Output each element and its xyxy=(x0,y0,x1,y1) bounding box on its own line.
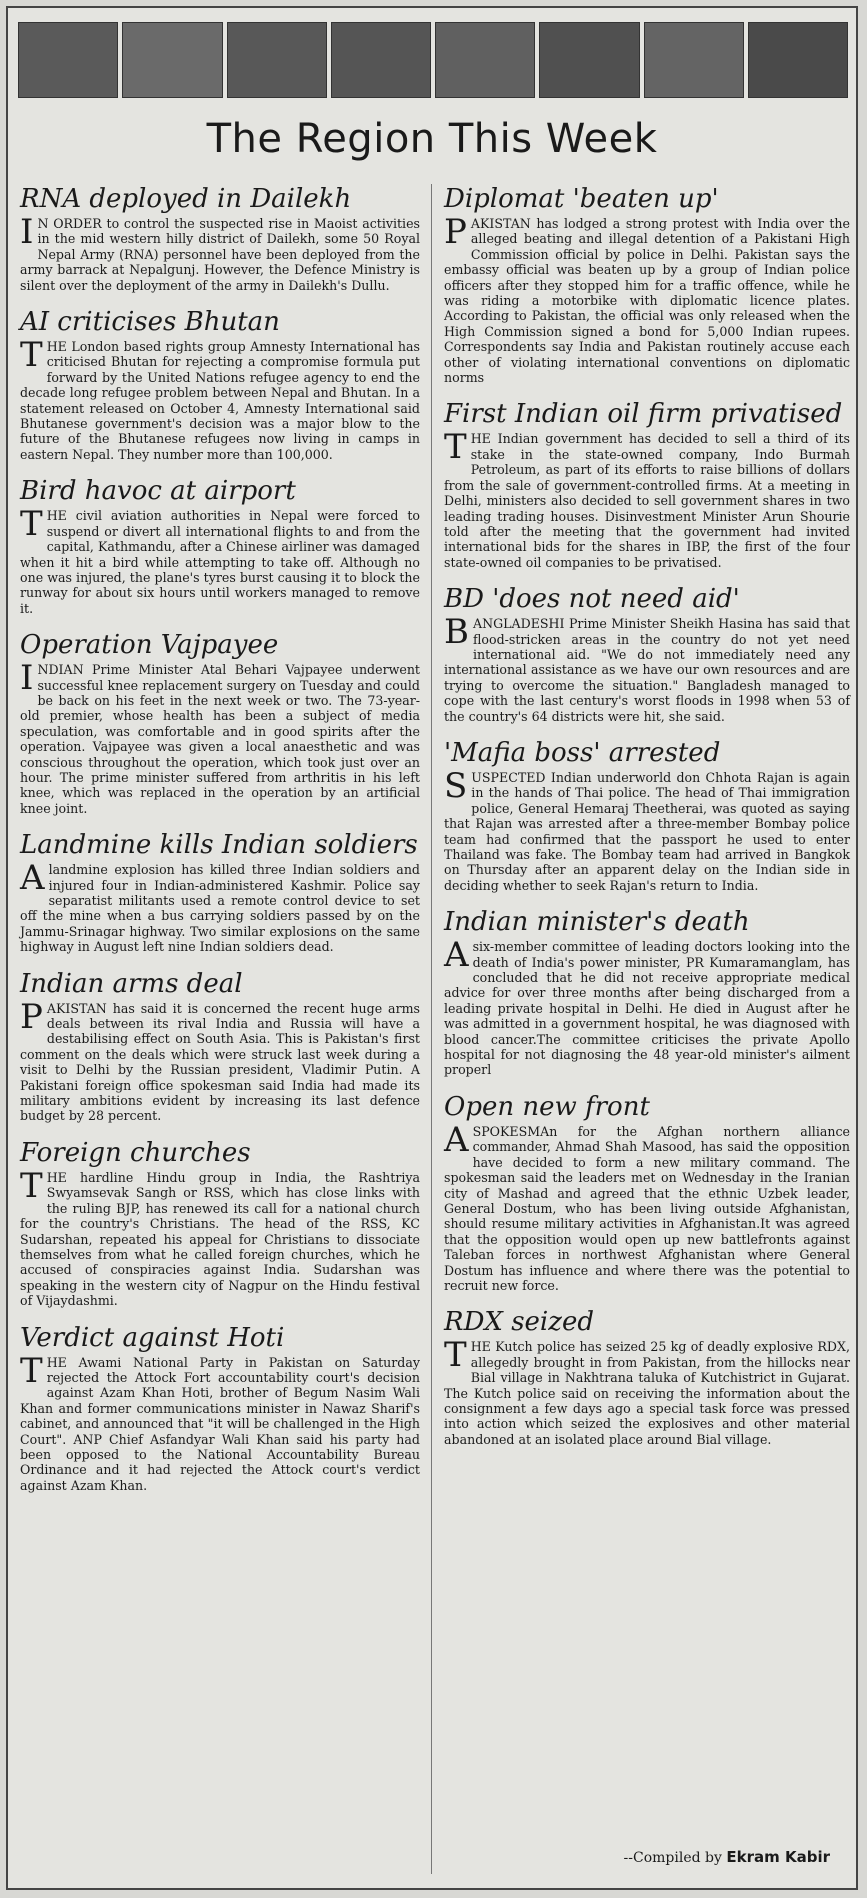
story-headline: AI criticises Bhutan xyxy=(20,307,280,338)
story-body xyxy=(20,996,420,1124)
story-text: HE Awami National Party in Pakistan on Saturday rejected the Attock Fort accountability court's decision against Azam Khan Hoti, brother of Begum Nasim Wali Khan and former communications minister in Nawaz Sharif's cabinet, and announced that "it will be challenged in the High Court". ANP Chief Asfandyar Wali Khan said his party had been opposed to the National Accountability Bureau Ordinance and it had rejected the Attock court's verdict against Azam Khan. xyxy=(20,1354,420,1493)
story-text: HE London based rights group Amnesty International has criticised Bhutan for rejecting a compromise formula put forward by the United Nations refugee agency to end the decade long refugee problem between Nepal and Bhutan. In a statement released on October 4, Amnesty International said Bhutanese government's decision was a major blow to the future of the Bhutanese refugees now living in camps in eastern Nepal. They number more than 100,000. xyxy=(20,339,420,462)
flag-bangladesh xyxy=(18,22,118,98)
story-headline: Verdict against Hoti xyxy=(20,1322,285,1353)
story-text: HE Kutch police has seized 25 kg of deadly explosive RDX, allegedly brought in from Pakistan, from the hillocks near Bial village in Nakhtrana taluka of Kutchistrict in Gujarat. The Kutch police said on receiving the information about the consignment a few days ago a special task force was pressed into action which seized the explosives and other material abandoned at an isolated place around Bial village. xyxy=(444,1339,850,1447)
story-headline: RDX seized xyxy=(444,1307,594,1338)
news-story xyxy=(444,399,850,570)
page-title: The Region This Week xyxy=(206,116,658,162)
news-story xyxy=(444,907,850,1078)
story-text: HE Indian government has decided to sell a third of its stake in the state-owned company, Indo Burmah Petroleum, as part of its efforts to raise billions of dollars from the sale of government-controlled firms. At a meeting in Delhi, ministers also decided to sell government shares in two leading trading houses. Disinvestment Minister Arun Shourie told after the meeting that the government had invited international bids for the shares in IBP, the first of the four state-owned oil companies to be privatised. xyxy=(444,431,850,570)
story-headline: Diplomat 'beaten up' xyxy=(444,184,719,214)
flag-bhutan xyxy=(644,22,744,98)
credit-prefix: --Compiled by xyxy=(623,1850,722,1866)
drop-cap: I xyxy=(20,212,34,252)
news-story xyxy=(444,184,850,385)
story-text: SPOKESMAn for the Afghan northern alliance commander, Ahmad Shah Masood, has said the opposition have decided to form a new military command. The spokesman said the leaders met on Wednesday in the Iranian city of Mashad and agreed that the ethnic Uzbek leader, General Dostum, who has been living outside Afghanistan, should resume military activities in Afghanistan.It was agreed that the opposition would open up new battlefronts against Taleban forces in northwest Afghanistan where General Dostum has influence and where there was the potential to recruit new force. xyxy=(444,1123,850,1293)
flag-maldives xyxy=(539,22,639,98)
story-headline: Operation Vajpayee xyxy=(20,630,279,661)
drop-cap: A xyxy=(444,1119,469,1160)
story-headline: Indian minister's death xyxy=(444,907,750,938)
drop-cap: A xyxy=(444,935,469,976)
story-headline: RNA deployed in Dailekh xyxy=(20,184,352,214)
story-body xyxy=(20,335,420,462)
story-text: AKISTAN has said it is concerned the recent huge arms deals between its rival India and Russia will have a destabilising effect on South Asia. This is Pakistan's first comment on the deals which were struck last week during a visit to Delhi by the Russian president, Vladimir Putin. A Pakistani foreign office spokesman said India had made its military ambitions evident by increasing its last defence budget by 28 percent. xyxy=(20,1000,420,1124)
news-story xyxy=(20,630,420,816)
news-story xyxy=(20,184,420,293)
news-story xyxy=(20,307,420,462)
credit-line xyxy=(624,1848,830,1866)
news-story xyxy=(20,1138,420,1309)
story-body xyxy=(444,212,850,386)
flag-banner xyxy=(18,22,848,98)
news-story xyxy=(20,1323,420,1494)
story-body xyxy=(20,858,420,955)
story-text: NDIAN Prime Minister Atal Behari Vajpayee underwent successful knee replacement surgery on Tuesday and could be back on his feet in the next week or two. The 73-year-old premier, whose health has been a subject of media speculation, was comfortable and in good spirits after the operation. Vajpayee was given a local anaesthetic and was conscious throughout the operation, which took just over an hour. The prime minister suffered from arthritis in his left knee, which was replaced in the operation by an artificial knee joint. xyxy=(20,662,420,816)
news-story xyxy=(444,1092,850,1293)
story-text: landmine explosion has killed three Indian soldiers and injured four in Indian-administered Kashmir. Police say separatist militants used a remote control device to set off the mine when a bus carrying soldiers passed by on the Jammu-Srinagar highway. Two similar explosions on the same highway in August left nine Indian soldiers dead. xyxy=(20,862,420,955)
news-story xyxy=(444,738,850,893)
column-divider xyxy=(431,184,432,1874)
story-body xyxy=(444,427,850,570)
story-text: six-member committee of leading doctors looking into the death of India's power minister, PR Kumaramanglam, has concluded that he did not receive appropriate medical advice for over three months after being discharged from a leading private hospital in Delhi. He died in August after he was admitted in a government hospital, he was diagnosed with blood cancer.The committee criticises the private Apollo hospital for not diagnosing the 48 year-old minister's ailment properl xyxy=(444,939,850,1078)
drop-cap: T xyxy=(444,427,467,468)
story-text: AKISTAN has lodged a strong protest with India over the alleged beating and illegal detention of a Pakistani High Commission official by police in Delhi. Pakistan says the embassy official was beaten up by a group of Indian police officers after they stopped him for a traffic offence, while he was riding a motorbike with diplomatic licence plates. According to Pakistan, the official was only released when the High Commission signed a bond for 5,000 Indian rupees. Correspondents say India and Pakistan routinely accuse each other of violating international conventions on diplomatic norms xyxy=(444,216,850,386)
story-body xyxy=(444,1119,850,1293)
story-body xyxy=(444,765,850,893)
drop-cap: P xyxy=(444,212,467,252)
drop-cap: I xyxy=(20,658,34,699)
drop-cap: T xyxy=(20,1350,43,1391)
story-body xyxy=(20,212,420,293)
story-text: ANGLADESHI Prime Minister Sheikh Hasina has said that flood-stricken areas in the country do not yet need international aid. "We do not immediately need any international assistance as we have our own resources and are trying to overcome the situation." Bangladesh managed to cope with the last century's worst floods in 1998 when 53 of the country's 64 districts were hit, she said. xyxy=(444,616,850,724)
drop-cap: T xyxy=(20,504,43,545)
story-headline: 'Mafia boss' arrested xyxy=(444,737,721,768)
news-story xyxy=(444,584,850,724)
story-headline: Indian arms deal xyxy=(20,968,243,999)
story-headline: Landmine kills Indian soldiers xyxy=(20,830,418,861)
story-body xyxy=(444,935,850,1078)
story-text: N ORDER to control the suspected rise in Maoist activities in the mid western hilly district of Dailekh, some 50 Royal Nepal Army (RNA) personnel have been deployed from the army barrack at Nepalgunj. However, the Defence Ministry is silent over the deployment of the army in Dailekh's Dullu. xyxy=(20,216,420,293)
story-body xyxy=(20,1350,420,1494)
drop-cap: S xyxy=(444,765,468,806)
flag-afghanistan xyxy=(748,22,848,98)
news-story xyxy=(20,969,420,1124)
flag-india xyxy=(122,22,222,98)
drop-cap: T xyxy=(444,1335,467,1376)
story-headline: Open new front xyxy=(444,1091,650,1122)
flag-sri-lanka xyxy=(227,22,327,98)
story-headline: Bird havoc at airport xyxy=(20,476,296,507)
story-headline: BD 'does not need aid' xyxy=(444,584,740,615)
story-body xyxy=(20,504,420,616)
drop-cap: T xyxy=(20,335,43,376)
left-column xyxy=(20,184,420,1507)
flag-pakistan xyxy=(331,22,431,98)
story-body xyxy=(444,1335,850,1447)
news-story xyxy=(20,830,420,954)
story-body xyxy=(20,1165,420,1309)
drop-cap: B xyxy=(444,612,469,653)
drop-cap: P xyxy=(20,996,43,1037)
story-headline: First Indian oil firm privatised xyxy=(444,399,843,430)
story-headline: Foreign churches xyxy=(20,1137,251,1168)
flag-nepal xyxy=(435,22,535,98)
news-story xyxy=(444,1307,850,1447)
story-text: HE hardline Hindu group in India, the Rashtriya Swyamsevak Sangh or RSS, which has close links with the ruling BJP, has renewed its call for a national church for the country's Christians. The head of the RSS, KC Sudarshan, repeated his appeal for Christians to dissociate themselves from what he called foreign churches, which he accused of conspiracies against India. Sudarshan was speaking in the western city of Nagpur on the Hindu festival of Vijaydashmi. xyxy=(20,1169,420,1309)
credit-name: Ekram Kabir xyxy=(726,1848,830,1866)
right-column xyxy=(444,184,850,1461)
story-body xyxy=(20,658,420,816)
story-body xyxy=(444,612,850,724)
newspaper-page xyxy=(6,6,858,1890)
news-story xyxy=(20,476,420,616)
story-text: USPECTED Indian underworld don Chhota Rajan is again in the hands of Thai police. The head of Thai immigration police, General Hemaraj Theetherai, was quoted as saying that Rajan was arrested after a three-member Bombay police team had confirmed that the passport he used to enter Thailand was fake. The Bombay team had arrived in Bangkok on Thursday after an apparent delay on the Indian side in deciding whether to seek Rajan's return to India. xyxy=(444,769,850,893)
drop-cap: A xyxy=(20,858,45,899)
story-text: HE civil aviation authorities in Nepal were forced to suspend or divert all international flights to and from the capital, Kathmandu, after a Chinese airliner was damaged when it hit a bird while attempting to take off. Although no one was injured, the plane's tyres burst causing it to block the runway for about six hours until workers managed to remove it. xyxy=(20,508,420,616)
drop-cap: T xyxy=(20,1165,43,1206)
